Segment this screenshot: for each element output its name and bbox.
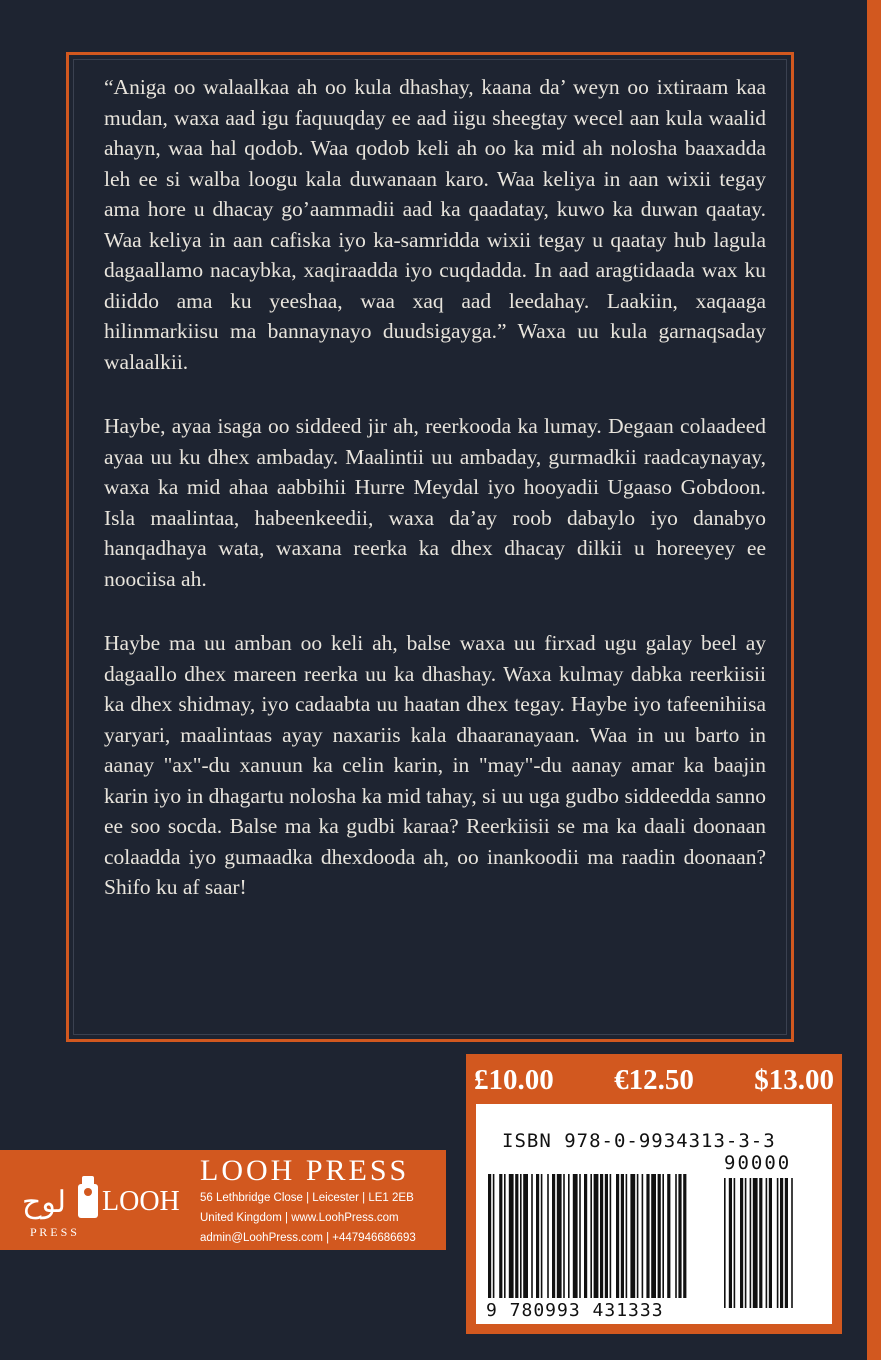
price-eur: €12.50 xyxy=(614,1064,694,1096)
barcode-bar xyxy=(642,1174,644,1298)
publisher-country-website: United Kingdom | www.LoohPress.com xyxy=(200,1212,399,1224)
barcode-bar xyxy=(584,1174,587,1298)
addon-bar xyxy=(780,1178,783,1308)
barcode-bar xyxy=(646,1174,649,1298)
price-gbp: £10.00 xyxy=(474,1064,554,1096)
barcode xyxy=(476,1104,832,1324)
barcode-digits: 9 780993 431333 xyxy=(486,1300,664,1321)
barcode-bar xyxy=(590,1174,592,1298)
addon-bar xyxy=(791,1178,793,1308)
spine-stripe xyxy=(867,0,881,1360)
barcode-bar xyxy=(637,1174,639,1298)
barcode-bar xyxy=(509,1174,514,1298)
barcode-bar xyxy=(563,1174,565,1298)
publisher-address: 56 Lethbridge Close | Leicester | LE1 2EB xyxy=(200,1192,414,1204)
isbn-label: ISBN 978-0-9934313-3-3 xyxy=(502,1130,776,1152)
barcode-bar xyxy=(488,1174,491,1298)
barcode-bar xyxy=(573,1174,578,1298)
barcode-bar xyxy=(568,1174,570,1298)
barcode-bar xyxy=(683,1174,686,1298)
barcode-bar xyxy=(594,1174,599,1298)
barcode-bar xyxy=(531,1174,533,1298)
blurb-paragraph-2: Haybe, ayaa isaga oo siddeed jir ah, reerkooda ka lumay. Degaan colaadeed ayaa uu ku dhex ambaday. Maalintii uu ambaday, gurmadkii raadcaynayay, waxa ka mid ahaa aabbihii Hurre Meydal iyo hooyadii Ugaaso Gobdoon. Isla maalintaa, habeenkeedii, waxa da’ay roob dabaylo iyo danabyo hanqadhaya wata, waxana reerka ka dhex dhacay dilkii u horeeyey ee noociisa ah. xyxy=(104,414,766,591)
addon-bar xyxy=(777,1178,779,1308)
looh-press-logo xyxy=(20,1162,190,1246)
barcode-bar xyxy=(662,1174,664,1298)
addon-bar xyxy=(769,1178,772,1308)
publisher-panel xyxy=(0,1150,446,1250)
barcode-bar xyxy=(552,1174,555,1298)
barcode-bar xyxy=(651,1174,656,1298)
barcode-bar xyxy=(658,1174,661,1298)
svg-text:LOOH: LOOH xyxy=(102,1186,180,1217)
barcode-bar xyxy=(541,1174,543,1298)
price-barcode-panel xyxy=(466,1054,842,1334)
addon-code: 90000 xyxy=(724,1152,792,1174)
blurb-paragraph-3: Haybe ma uu amban oo keli ah, balse waxa uu firxad ugu galay beel ay dagaallo dhex mareen reerka uu ka dhashay. Waxa kulmay dabka reerkiisii ka dhex shidmay, iyo cadaabta uu haatan dhex tegay. Haybe iyo tafeenihiisa yaryari, maalintaas ayay naxariis kala dhaaranayaan. Waa in uu barto in aanay "ax"-du xanuun ka celin karin, in "may"-du aanay amar ka baajin karin iyo in dhagartu nolosha ka mid tahay, si uu uga gudbo siddeedda sanno ee soo socda. Balse ma ka gudbi karaa? Reerkiisii se ma ka daali doonaan colaadda iyo gumaadka dhexdooda ah, oo inankoodii ma raadin doonaan? Shifo ku af saar! xyxy=(104,631,766,899)
addon-bar xyxy=(745,1178,747,1308)
addon-bar xyxy=(724,1178,726,1308)
blurb-paragraph-1: “Aniga oo walaalkaa ah oo kula dhashay, kaana da’ weyn oo ixtiraam kaa mudan, waxa aad igu faquuqday ee aad iigu sheegtay wecel aan kula waalid ahayn, waa hal qodob. Waa qodob keli ah oo ka mid ah nolosha baaxadda leh ee si walba loogu kala duwanaan karo. Waa keliya in aan wixii tegay ama hore u dhacay go’aammadii aad ka qaadatay, kuwo ka duwan qaatay. Waa keliya in aan cafiska iyo ka-samridda wixii tegay u qaatay hub lagula dagaallamo nacaybka, xaqiraadda iyo cuqdadda. In aad aragtidaada wax ku diiddo ama ku yeeshaa, waa xaq aad leedahay. Laakiin, xaqaaga hilinmarkiisu ma bannaynayo duudsigayga.” Waxa uu kula garnaqsaday walaalkii. xyxy=(104,75,766,374)
blurb-panel xyxy=(66,52,794,1042)
addon-bar xyxy=(729,1178,732,1308)
barcode-bar xyxy=(630,1174,635,1298)
barcode-bar xyxy=(616,1174,619,1298)
addon-bar xyxy=(759,1178,762,1308)
barcode-bar xyxy=(626,1174,628,1298)
barcode-bar xyxy=(536,1174,539,1298)
publisher-contact: admin@LoohPress.com | +447946686693 xyxy=(200,1232,416,1244)
barcode-bar xyxy=(579,1174,581,1298)
barcode-bar xyxy=(678,1174,681,1298)
barcode-bar xyxy=(515,1174,518,1298)
barcode-bar xyxy=(520,1174,522,1298)
barcode-bar xyxy=(621,1174,624,1298)
barcode-bar xyxy=(504,1174,506,1298)
barcode-bar xyxy=(523,1174,528,1298)
barcode-bar xyxy=(605,1174,608,1298)
barcode-bar xyxy=(499,1174,502,1298)
addon-bar xyxy=(753,1178,758,1308)
barcode-bar xyxy=(557,1174,562,1298)
publisher-name: LOOH PRESS xyxy=(200,1154,410,1187)
addon-bar xyxy=(740,1178,743,1308)
barcode-bar xyxy=(667,1174,670,1298)
addon-bar xyxy=(766,1178,768,1308)
barcode-bar xyxy=(600,1174,603,1298)
barcode-bar xyxy=(610,1174,612,1298)
addon-bar xyxy=(785,1178,788,1308)
price-usd: $13.00 xyxy=(754,1064,834,1096)
svg-text:P R E S S: P R E S S xyxy=(30,1225,77,1239)
svg-text:لوح: لوح xyxy=(22,1185,67,1220)
price-row xyxy=(466,1064,842,1100)
addon-bar xyxy=(734,1178,736,1308)
barcode-bar xyxy=(493,1174,495,1298)
addon-bar xyxy=(750,1178,752,1308)
barcode-bar xyxy=(675,1174,677,1298)
barcode-bar xyxy=(547,1174,549,1298)
blurb-text xyxy=(73,59,787,1035)
